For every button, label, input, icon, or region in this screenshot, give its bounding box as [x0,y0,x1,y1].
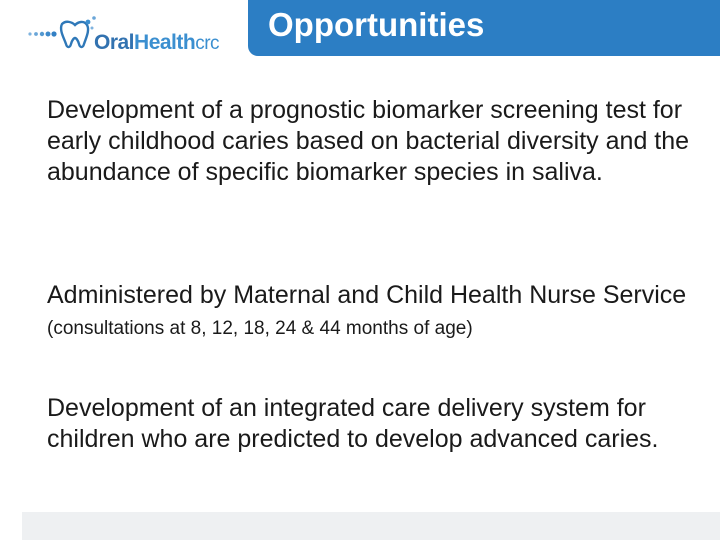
tooth-dots-icon [28,14,98,54]
paragraph-administered-by [47,280,697,344]
paragraph-biomarker-test: Development of a prognostic biomarker screening test for early childhood caries based on bacterial diversity and the abundance of specific biomarker species in saliva. [47,96,690,186]
paragraph-care-delivery: Development of an integrated care delivery system for children who are predicted to develop advanced caries. [47,394,659,453]
logo-text-oral: Oral [94,31,135,54]
logo-text-health: Health [134,31,196,54]
paragraph-administered-main: Administered by Maternal and Child Health Nurse Service [47,281,687,309]
slide-title: Opportunities [268,6,485,43]
logo-wordmark [94,31,219,55]
oral-health-crc-logo [28,14,220,58]
paragraph-consultations-note: (consultations at 8, 12, 18, 24 & 44 months of age) [47,318,473,339]
footer-strip [22,512,720,540]
logo-text-crc: crc [195,33,220,54]
